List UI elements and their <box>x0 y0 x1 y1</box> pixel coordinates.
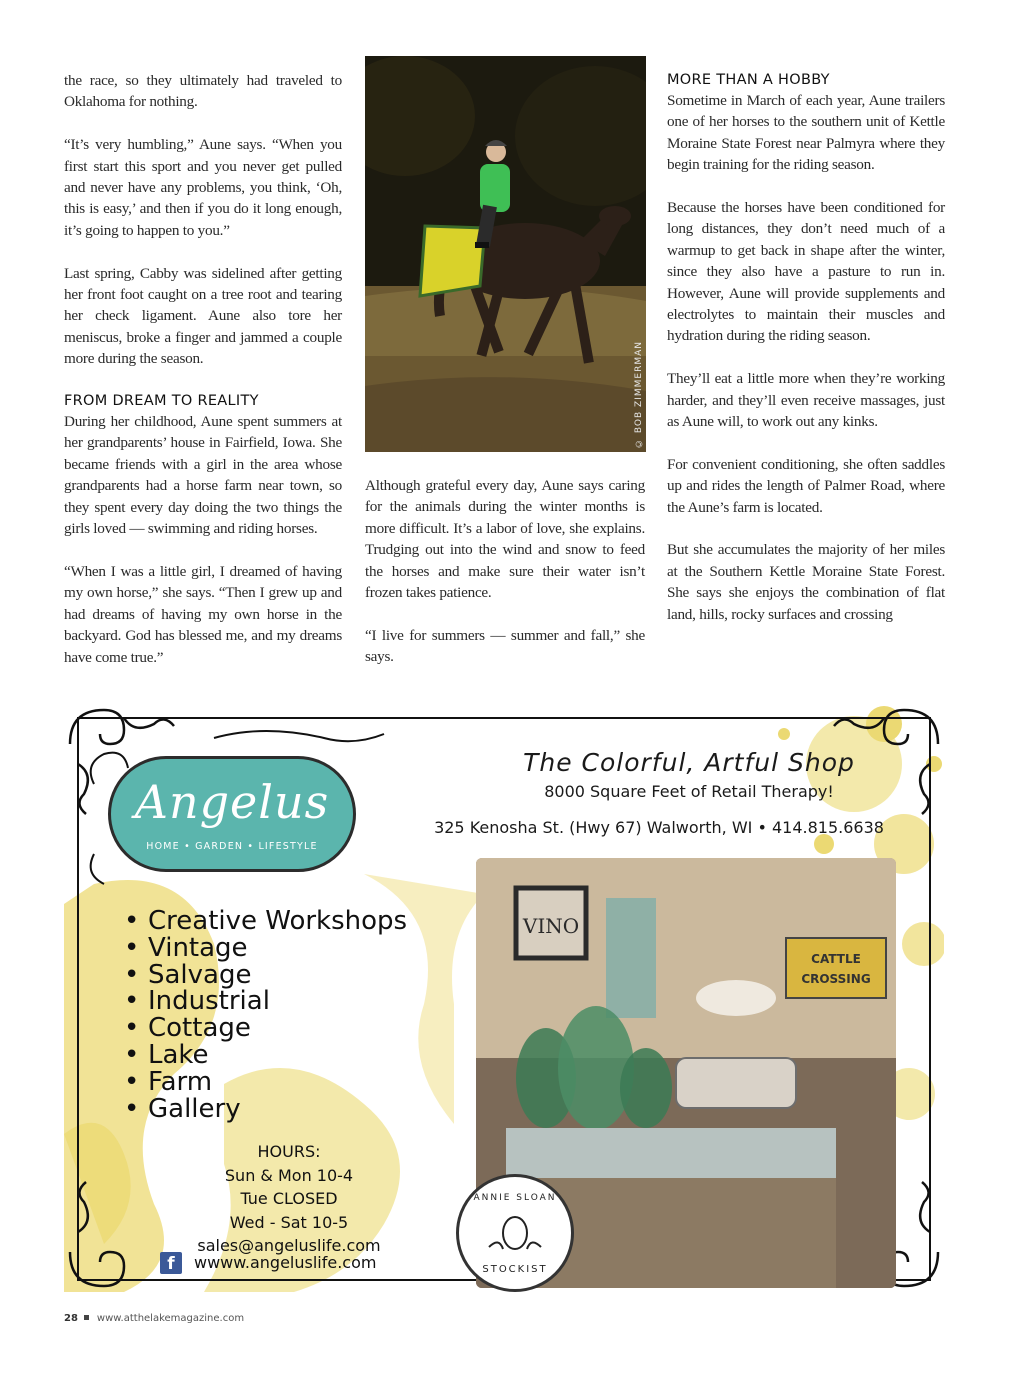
hours-line: Wed - Sat 10-5 <box>229 1212 349 1232</box>
section-heading: MORE THAN A HOBBY <box>667 72 830 88</box>
ad-address: 325 Kenosha St. (Hwy 67) Walworth, WI • 414.815.6638 <box>434 818 884 837</box>
feature-list <box>124 908 407 1122</box>
paragraph: They’ll eat a little more when they’re working harder, and they’ll even receive massages, just as Aune will, to work out any kinks. <box>667 370 945 431</box>
store-hours <box>184 1140 394 1258</box>
horse-rider-photo <box>365 56 646 452</box>
feature-item: • Lake <box>124 1042 407 1069</box>
paragraph: Although grateful every day, Aune says caring for the animals during the winter months is more difficult. It’s a labor of love, she explains. Trudging out into the wind and snow to feed the horses and make sure their water isn’t frozen takes patience. <box>365 477 645 602</box>
page-number: 28 <box>64 1313 78 1324</box>
feature-item: • Industrial <box>124 988 407 1015</box>
page-footer <box>64 1313 244 1324</box>
paragraph: But she accumulates the majority of her miles at the Southern Kettle Moraine State Forest. She says she enjoys the combination of flat land, hills, rocky surfaces and crossing <box>667 541 945 623</box>
photo-credit: © BOB ZIMMERMAN <box>634 341 644 448</box>
section-heading: FROM DREAM TO REALITY <box>64 393 259 410</box>
article-column-2 <box>365 475 645 689</box>
hours-title: HOURS: <box>257 1142 321 1161</box>
angelus-advertisement <box>64 704 944 1292</box>
angelus-logo <box>108 756 356 872</box>
horse-rider-illustration <box>365 56 646 452</box>
article-column-3 <box>667 70 945 646</box>
stockist-brand: ANNIE SLOAN <box>473 1193 557 1203</box>
paragraph: “It’s very humbling,” Aune says. “When you first start this sport and you never get pulled and never have any problems, you think, ‘Oh, this is easy,’ and then if you do it long enough, it’s going to happen to you.” <box>64 136 342 239</box>
svg-text:CATTLE: CATTLE <box>811 952 861 966</box>
paragraph: the race, so they ultimately had traveled to Oklahoma for nothing. <box>64 72 342 111</box>
footer-url[interactable]: www.atthelakemagazine.com <box>96 1313 245 1324</box>
ad-square-feet: 8000 Square Feet of Retail Therapy! <box>544 782 834 801</box>
paragraph: Because the horses have been conditioned for long distances, they don’t need much of a warmup to get back in shape after the winter, since they also have a pasture to run in. However, Aune will provide supplements and electrolytes to maintain their muscles and hydration during the riding season. <box>667 199 945 345</box>
paragraph: “When I was a little girl, I dreamed of having my own horse,” she says. “Then I grew up and had dreams of having my own horse in the backyard. God has blessed me, and my dreams have come true.” <box>64 562 342 666</box>
svg-text:CROSSING: CROSSING <box>801 972 871 986</box>
logo-name: Angelus <box>134 775 330 829</box>
feature-item: • Farm <box>124 1069 407 1096</box>
feature-item: • Cottage <box>124 1015 407 1042</box>
hours-line: Tue CLOSED <box>240 1189 338 1208</box>
article-column-1 <box>64 70 342 689</box>
logo-subtitle: HOME • GARDEN • LIFESTYLE <box>146 841 318 852</box>
feature-item: • Salvage <box>124 962 407 989</box>
paragraph: During her childhood, Aune spent summers at her grandparents’ house in Fairfield, Iowa. She became friends with a girl in the area whose grandparents had a horse farm near town, so they spent every day doing the two things the girls loved — swimming and riding horses. <box>64 413 342 538</box>
stockist-label: STOCKIST <box>482 1264 548 1275</box>
feature-item: • Creative Workshops <box>124 908 407 935</box>
paragraph: Last spring, Cabby was sidelined after getting her front foot caught on a tree root and tearing her check ligament. Aune also tore her meniscus, broke a finger and jammed a couple more during the season. <box>64 264 342 368</box>
paragraph: For convenient conditioning, she often saddles up and rides the length of Palmer Road, where the Aune’s farm is located. <box>667 455 945 516</box>
website-link[interactable]: wwww.angeluslife.com <box>194 1253 377 1272</box>
paragraph: Sometime in March of each year, Aune trailers one of her horses to the southern unit of Kettle Moraine State Forest near Palmyra where they begin training for the riding season. <box>667 92 945 174</box>
facebook-icon[interactable]: f <box>160 1252 182 1274</box>
paragraph: “I live for summers — summer and fall,” she says. <box>365 626 645 666</box>
feature-item: • Gallery <box>124 1096 407 1123</box>
vino-sign: VINO <box>522 914 580 938</box>
feature-item: • Vintage <box>124 935 407 962</box>
ad-tagline: The Colorful, Artful Shop <box>523 748 855 777</box>
footer-bullet <box>84 1315 89 1320</box>
email-link[interactable]: sales@angeluslife.com <box>197 1236 381 1255</box>
annie-sloan-stockist-badge <box>456 1174 574 1292</box>
hours-line: Sun & Mon 10-4 <box>224 1165 354 1185</box>
